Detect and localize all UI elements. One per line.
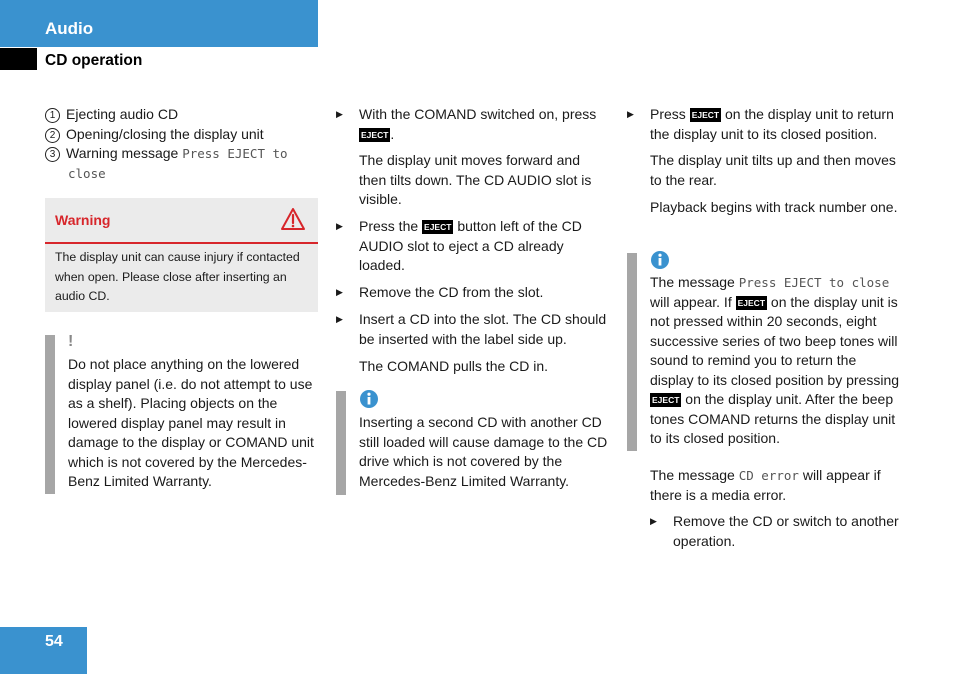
step-result: The COMAND pulls the CD in. [359, 358, 549, 374]
callout-number: 3 [45, 147, 60, 162]
step-text: Remove the CD or switch to another operation. [673, 513, 899, 549]
note-bar [45, 335, 55, 494]
step-text-end: . [390, 125, 395, 142]
step [336, 310, 608, 349]
step-result: Playback begins with track number one. [650, 199, 898, 215]
error-text-part: will appear if there is a media error. [650, 467, 881, 503]
bullet-icon: ▶ [336, 109, 343, 119]
info-text-part: will appear. If [650, 293, 732, 310]
error-text [650, 466, 902, 505]
list-item-text: Warning message [66, 145, 183, 161]
list-item [45, 144, 318, 183]
page-title: CD operation [45, 52, 143, 69]
page-number-box [0, 627, 87, 674]
display-message: Press EJECT to close [68, 146, 288, 181]
step-text-end: button left of the CD AUDIO slot to eject a CD already loaded. [359, 218, 582, 273]
info-text [650, 273, 902, 449]
exclamation-icon: ! [68, 333, 74, 350]
list-item [45, 125, 318, 145]
bullet-icon: ▶ [627, 109, 634, 119]
callout-number: 1 [45, 108, 60, 123]
info-text-part: The message [650, 274, 735, 290]
list-item-text: Ejecting audio CD [66, 106, 179, 122]
info-text-part: on the display unit. After the beep tones COMAND returns the display unit to its closed position. [650, 391, 896, 446]
eject-key-icon: EJECT [361, 129, 389, 140]
step [336, 105, 608, 144]
list-item-text: Opening/closing the display unit [66, 125, 264, 142]
list-item [45, 105, 318, 125]
note-text: Do not place anything on the lowered display panel (i.e. do not attempt to use as a shelf). Placing objects on the lowered display panel may result in damage to the display or COMAND unit which is not covered by the Mercedes-Benz Limited Warranty. [68, 356, 314, 489]
step-text: Press the [359, 218, 419, 234]
step-text: Insert a CD into the slot. The CD should be inserted with the label side up. [359, 311, 607, 347]
info-bar [627, 253, 637, 451]
section-tab [0, 48, 37, 70]
display-message: CD error [738, 468, 799, 483]
display-message: Press EJECT to close [738, 275, 890, 290]
info-text: Inserting a second CD with another CD still loaded will cause damage to the CD drive which is not covered by the Mercedes-Benz Limited Warranty. [359, 414, 608, 489]
warning-triangle-icon [280, 207, 306, 236]
section-title: Audio [45, 19, 94, 38]
step-text-end: on the display unit to return the display unit to its closed position. [650, 106, 894, 142]
step-result: The display unit moves forward and then tilts down. The CD AUDIO slot is visible. [359, 152, 592, 207]
step [336, 283, 608, 303]
info-bar [336, 391, 346, 495]
bullet-icon: ▶ [336, 287, 343, 297]
bullet-icon: ▶ [336, 314, 343, 324]
info-icon [650, 250, 670, 275]
eject-key-icon: EJECT [424, 222, 452, 232]
info-text-part: on the display unit is not pressed within 20 seconds, eight successive series of two beep tones will sound to remind you to return the display to its closed position by pressing [650, 293, 900, 388]
eject-key-icon: EJECT [691, 110, 720, 120]
eject-key-icon: EJECT [737, 297, 766, 308]
warning-header [45, 198, 318, 244]
step [336, 217, 608, 276]
warning-text: The display unit can cause injury if contacted when open. Please close after inserting an audio CD. [55, 250, 300, 303]
step [627, 105, 902, 144]
warning-box [45, 198, 318, 312]
bullet-icon: ▶ [336, 221, 343, 231]
step-text: With the COMAND switched on, press [359, 106, 597, 122]
eject-key-icon: EJECT [652, 395, 680, 405]
page-number: 54 [45, 633, 63, 650]
callout-number: 2 [45, 128, 60, 143]
warning-label: Warning [55, 212, 111, 228]
callout-list [45, 105, 318, 183]
bullet-icon: ▶ [650, 516, 657, 526]
step [650, 512, 902, 551]
error-text-part: The message [650, 467, 735, 483]
info-icon [359, 389, 379, 414]
step-text: Press [650, 106, 686, 122]
step-text: Remove the CD from the slot. [359, 284, 544, 300]
step-result: The display unit tilts up and then moves to the rear. [650, 152, 896, 188]
